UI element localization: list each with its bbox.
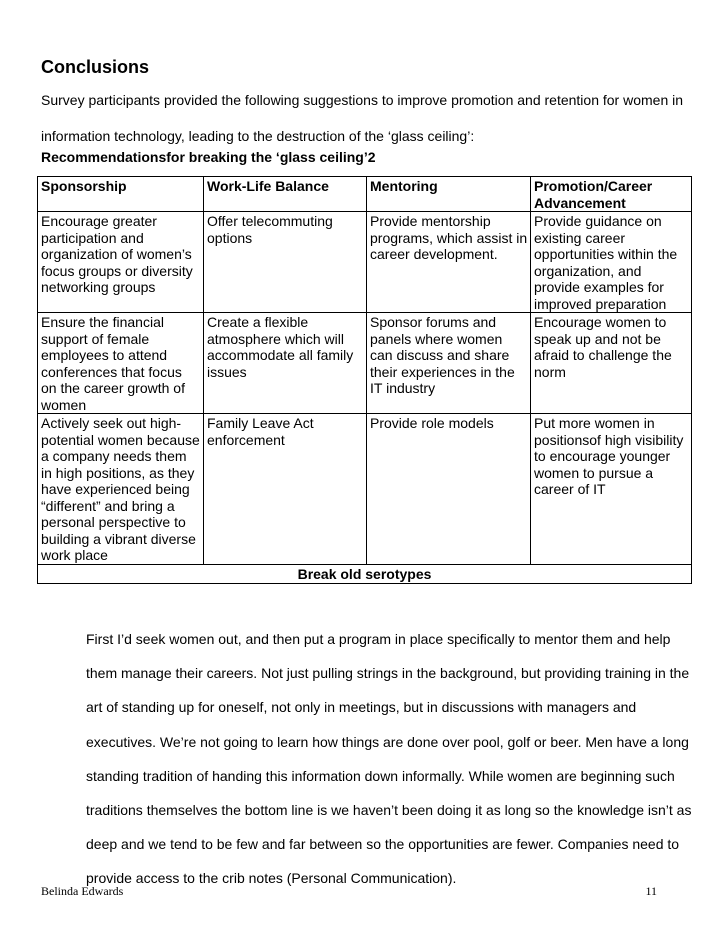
- table-header-row: [38, 177, 692, 212]
- table-cell: Sponsor forums and panels where women can discuss and share their experiences in the IT industry: [367, 313, 531, 414]
- recommendations-table: [37, 176, 692, 584]
- quote-paragraph: First I’d seek women out, and then put a program in place specifically to mentor them and help them manage their careers. Not just pulling strings in the background, but providing training in the art of standing up for oneself, not only in meetings, but in discussions with managers and executives. We’re not going to learn how things are done over pool, golf or beer. Men have a long standing tradition of handing this information down informally. While women are beginning such traditions themselves the bottom line is we haven’t been doing it as long so the knowledge isn’t as deep and we tend to be few and far between so the opportunities are fewer. Companies need to provide access to the crib notes (Personal Communication).: [86, 631, 692, 887]
- table-cell: Create a flexible atmosphere which will accommodate all family issues: [204, 313, 367, 414]
- table-title: Recommendationsfor breaking the ‘glass ceiling’2: [41, 149, 376, 165]
- table-cell: Encourage women to speak up and not be afraid to challenge the norm: [531, 313, 692, 414]
- table-cell: Put more women in positionsof high visibility to encourage younger women to pursue a career of IT: [531, 414, 692, 565]
- table-cell: Provide role models: [367, 414, 531, 565]
- table-cell: Family Leave Act enforcement: [204, 414, 367, 565]
- table-cell: Offer telecommuting options: [204, 212, 367, 313]
- table-cell: Actively seek out high-potential women because a company needs them in high positions, as they have experienced being “different” and bring a personal perspective to building a vibrant diverse work place: [38, 414, 204, 565]
- table-row: [38, 212, 692, 313]
- intro-paragraph: Survey participants provided the following suggestions to improve promotion and retention for women in information technology, leading to the destruction of the ‘glass ceiling’:: [41, 92, 684, 144]
- header-promotion-career-advancement: Promotion/Career Advancement: [531, 177, 692, 212]
- header-sponsorship: Sponsorship: [38, 177, 204, 212]
- table-cell: Encourage greater participation and organization of women’s focus groups or diversity networking groups: [38, 212, 204, 313]
- header-mentoring: Mentoring: [367, 177, 531, 212]
- footer-author: Belinda Edwards: [41, 884, 124, 898]
- table-cell: Provide guidance on existing career opportunities within the organization, and provide examples for improved preparation: [531, 212, 692, 313]
- table-row: [38, 414, 692, 565]
- table-cell: Provide mentorship programs, which assist in career development.: [367, 212, 531, 313]
- table-row: [38, 313, 692, 414]
- header-work-life-balance: Work-Life Balance: [204, 177, 367, 212]
- table-footer: Break old serotypes: [38, 564, 692, 584]
- page-footer: [41, 884, 657, 899]
- table-cell: Ensure the financial support of female employees to attend conferences that focus on the career growth of women: [38, 313, 204, 414]
- table-footer-row: [38, 564, 692, 584]
- page-number: 11: [645, 884, 657, 898]
- section-heading: Conclusions: [41, 57, 150, 77]
